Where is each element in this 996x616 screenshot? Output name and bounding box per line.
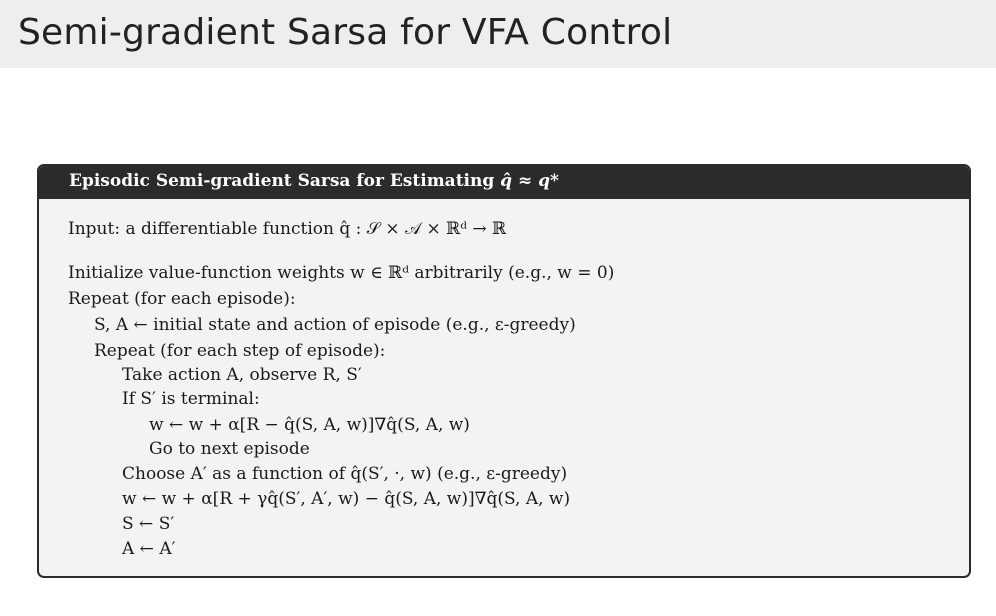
algorithm-box (37, 164, 971, 578)
initialize-line: Initialize value-function weights w ∈ ℝᵈ arbitrarily (e.g., w = 0) (68, 263, 615, 283)
repeat-episode-line: Repeat (for each episode): (68, 289, 296, 309)
algorithm-title-math: q̂ ≈ q* (500, 171, 559, 191)
terminal-update-line: w ← w + α[R − q̂(S, A, w)]∇q̂(S, A, w) (149, 415, 470, 435)
slide-title-bar (0, 0, 996, 68)
next-episode-line: Go to next episode (149, 439, 310, 459)
input-line: Input: a differentiable function q̂ : 𝒮 × 𝒜 × ℝᵈ → ℝ (68, 219, 507, 239)
algorithm-title-prefix: Episodic Semi-gradient Sarsa for Estimating (69, 171, 501, 191)
action-assign-line: A ← A′ (122, 539, 176, 559)
algorithm-header (39, 166, 969, 199)
init-state-action-line: S, A ← initial state and action of episode (e.g., ε-greedy) (94, 315, 576, 335)
algorithm-title (69, 171, 559, 191)
take-action-line: Take action A, observe R, S′ (122, 365, 362, 385)
slide-title: Semi-gradient Sarsa for VFA Control (18, 12, 673, 53)
repeat-step-line: Repeat (for each step of episode): (94, 341, 386, 361)
if-terminal-line: If S′ is terminal: (122, 389, 260, 409)
state-assign-line: S ← S′ (122, 514, 175, 534)
weight-update-line: w ← w + α[R + γq̂(S′, A′, w) − q̂(S, A, w)]∇q̂(S, A, w) (122, 489, 571, 509)
choose-action-line: Choose A′ as a function of q̂(S′, ·, w) (e.g., ε-greedy) (122, 464, 568, 484)
